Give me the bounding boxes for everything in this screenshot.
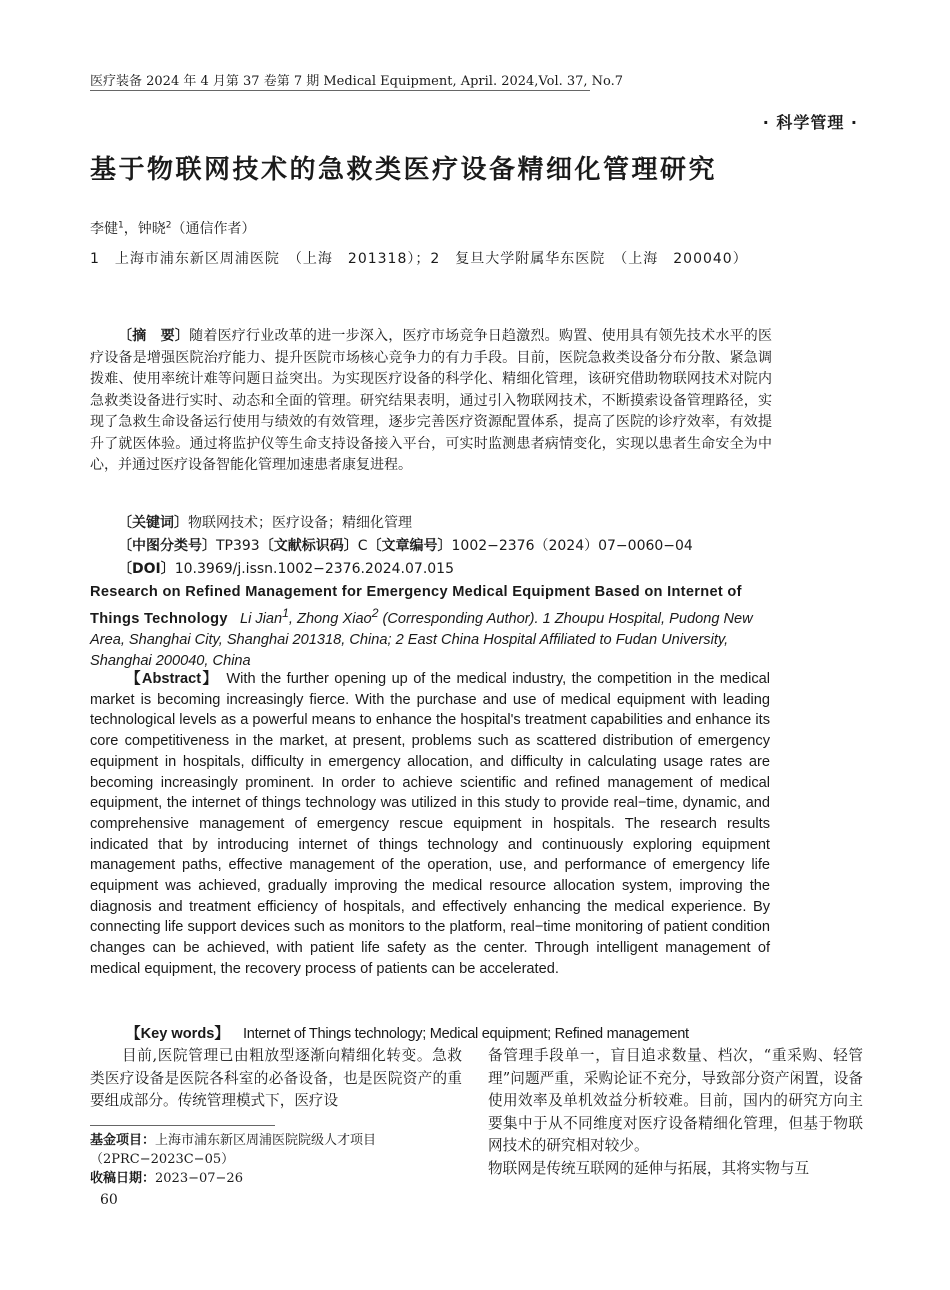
keywords-cn — [118, 512, 412, 532]
author-1-sup: 1 — [118, 220, 124, 231]
doc-code-label: 〔文献标识码〕 — [259, 538, 358, 554]
section-label: · 科学管理 · — [762, 113, 858, 132]
body-paragraph: 备管理手段单一，盲目追求数量、档次，“重采购、轻管理”问题严重，采购论证不充分，导致部分资产闲置，设备使用效率及单机效益分析较难。目前，国内的研究方向主要集中于从不同维度对医疗设备精细化管理，但基于物联网技术的研究相对较少。 — [488, 1047, 863, 1154]
chinese-abstract — [90, 326, 772, 477]
received-line — [90, 1169, 462, 1188]
english-title-block — [90, 582, 775, 672]
authors-line — [90, 218, 255, 238]
english-keywords — [126, 1022, 689, 1043]
fund-text: 上海市浦东新区周浦医院院级人才项目（2PRC−2023C−05） — [90, 1133, 377, 1167]
english-authors: Li Jian$^1$, Zhong Xiao$^2$ (Corresponding Author). 1 Zhoupu Hospital, Pudong New Area, Shanghai City, Shanghai 201318, China; 2 East China Hospital Affiliated to Fudan University, Shanghai 200040, China — [90, 606, 753, 669]
abstract-text-cn: 随着医疗行业改革的进一步深入，医疗市场竞争日趋激烈。购置、使用具有领先技术水平的医疗设备是增强医院治疗能力、提升医院市场核心竞争力的有力手段。目前，医院急救类设备分布分散、紧急调拨难、使用率统计难等问题日益突出。为实现医疗设备的科学化、精细化管理，该研究借助物联网技术对院内急救类设备进行实时、动态和全面的管理。研究结果表明，通过引入物联网技术，不断摸索设备管理路径，实现了急救生命设备运行使用与绩效的有效管理，逐步完善医疗资源配置体系，提高了医院的诊疗效率，有效提升了就医体验。通过将监护仪等生命支持设备接入平台，可实时监测患者病情变化，实现以患者生命安全为中心，并通过医疗设备智能化管理加速患者康复进程。 — [90, 328, 773, 473]
fund-label: 基金项目： — [90, 1133, 156, 1148]
article-no-value: 1002−2376（2024）07−0060−04 — [451, 538, 693, 554]
footnote-rule — [90, 1125, 275, 1126]
english-abstract-text: With the further opening up of the medical industry, the competition in the medical market is becoming increasingly fierce. With the purchase and use of medical equipment with leading technological levels as a powerful means to enhance the hospital's treatment capabilities and enhance its core competitiveness in the market, at present, problems such as scattered distribution of emergency equipment in hospitals, difficulty in emergency allocation, and difficulty in calculating usage rates are becoming increasingly prominent. In order to achieve scientific and refined management of medical equipment, the internet of things technology was utilized in this study to provide real−time, dynamic, and comprehensive management of emergency rescue equipment in hospitals. The research results indicated that by introducing internet of things technology and continuously exploring equipment management paths, effective management of the operation, use, and performance of emergency life equipment was achieved, gradually improving the medical resource allocation system, improving the diagnosis and treatment efficiency of hospitals, and effectively enhancing the medical experience. By connecting life support devices such as monitors to the platform, real−time monitoring of patient condition changes can be achieved, with patient life safety as the center. Through intelligent management of medical equipment, the recovery process of patients can be accelerated. — [90, 671, 770, 977]
body-column-right — [488, 1045, 863, 1180]
author-1: 李健 — [90, 221, 118, 237]
english-keywords-label: 【Key words】 — [126, 1026, 229, 1042]
footnote — [90, 1131, 462, 1188]
english-abstract-label: 【Abstract】 — [126, 671, 219, 687]
doi-line — [118, 558, 454, 578]
english-keywords-text: Internet of Things technology; Medical equipment; Refined management — [243, 1026, 689, 1042]
body-paragraph: 物联网是传统互联网的延伸与拓展，其将实物与互 — [488, 1159, 810, 1177]
keywords-text-cn: 物联网技术；医疗设备；精细化管理 — [188, 515, 412, 531]
classification-line — [118, 535, 693, 555]
english-title: Research on Refined Management for Emergency Medical Equipment Based on Internet of Things Technology — [90, 584, 742, 627]
english-abstract — [90, 669, 770, 980]
corresponding-note: （通信作者） — [171, 221, 256, 237]
clc-value: TP393 — [216, 538, 260, 554]
affiliations: 1 上海市浦东新区周浦医院 （上海 201318）；2 复旦大学附属华东医院 （上海 200040） — [90, 251, 748, 267]
body-column-left: 目前,医院管理已由粗放型逐渐向精细化转变。急救类医疗设备是医院各科室的必备设备，也是医院资产的重要组成部分。传统管理模式下，医疗设 — [90, 1047, 462, 1109]
author-2: 钟晓 — [137, 221, 166, 237]
running-head: 医疗装备 2024 年 4 月第 37 卷第 7 期 Medical Equipment, April. 2024,Vol. 37, No.7 — [90, 74, 624, 89]
doc-code-value: C — [357, 538, 368, 554]
abstract-label-cn: 〔摘 要〕 — [118, 328, 190, 344]
article-title: 基于物联网技术的急救类医疗设备精细化管理研究 — [90, 155, 718, 185]
author-2-sup: 2 — [165, 220, 172, 231]
clc-label: 〔中图分类号〕 — [118, 538, 216, 554]
doi-value: 10.3969/j.issn.1002−2376.2024.07.015 — [174, 561, 454, 577]
article-no-label: 〔文章编号〕 — [367, 538, 452, 554]
page-number: 60 — [100, 1192, 118, 1208]
received-date: 2023−07−26 — [155, 1171, 243, 1186]
received-label: 收稿日期： — [90, 1171, 156, 1186]
author-separator: ， — [123, 221, 138, 237]
keywords-label-cn: 〔关键词〕 — [118, 515, 188, 531]
fund-line — [90, 1131, 462, 1169]
doi-label: 〔DOI〕 — [118, 561, 175, 577]
header-rule — [90, 90, 590, 91]
